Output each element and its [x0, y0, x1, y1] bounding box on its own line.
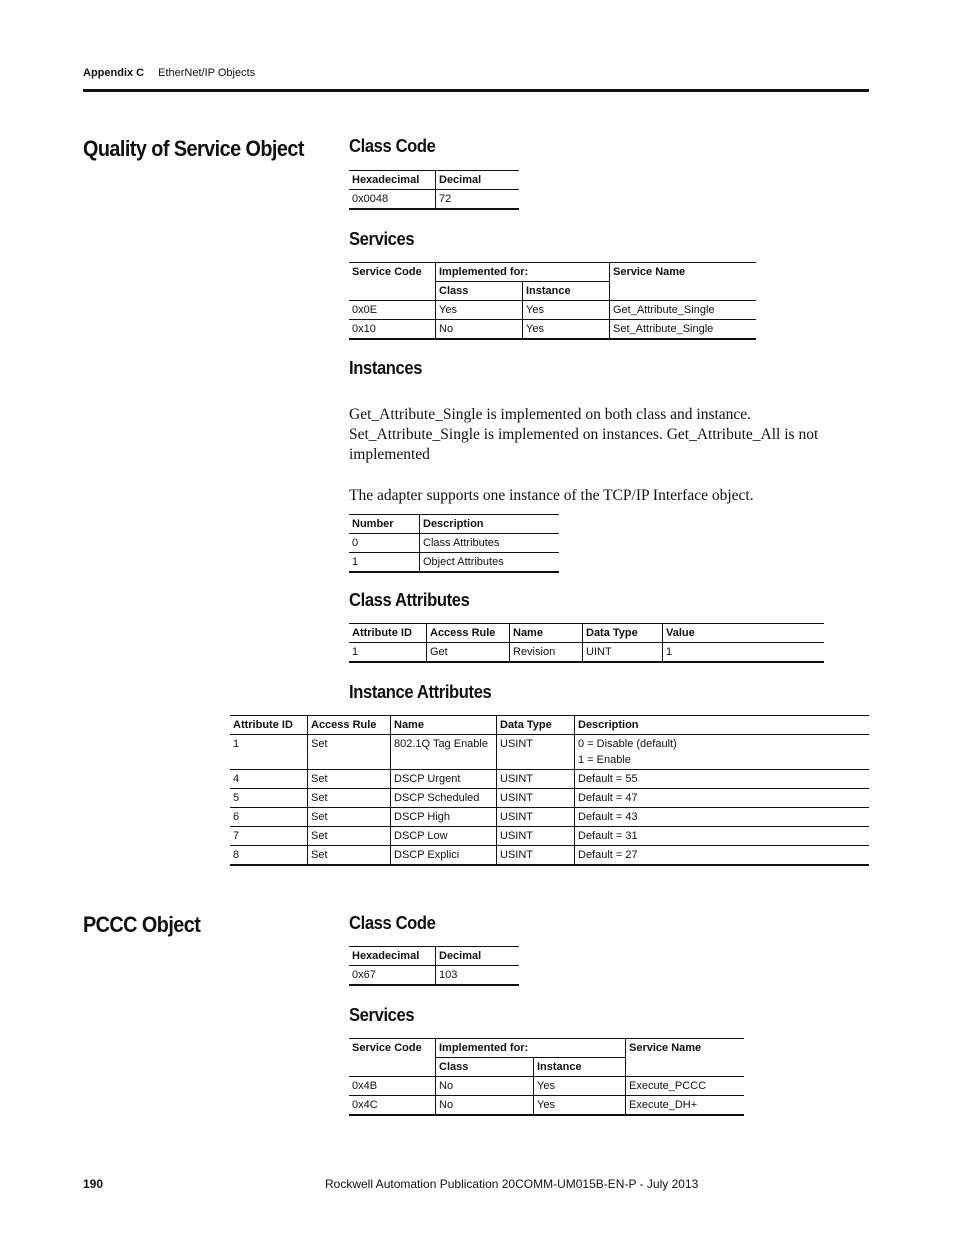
cell-name: 802.1Q Tag Enable — [391, 735, 497, 770]
col-attribute-id: Attribute ID — [230, 716, 308, 735]
cell-access-rule: Get — [427, 643, 510, 663]
cell-description: Default = 27 — [575, 846, 870, 866]
cell-decimal: 72 — [436, 190, 520, 210]
qos-services-table — [349, 262, 756, 340]
col-data-type: Data Type — [497, 716, 575, 735]
cell-access-rule: Set — [308, 789, 391, 808]
table-row — [230, 735, 869, 770]
cell-data-type: USINT — [497, 735, 575, 770]
table-row — [349, 1096, 744, 1116]
cell-instance: Yes — [534, 1096, 626, 1116]
col-instance: Instance — [534, 1058, 626, 1077]
col-hexadecimal: Hexadecimal — [349, 947, 436, 966]
pccc-services-table — [349, 1038, 744, 1116]
cell-attribute-id: 1 — [230, 735, 308, 770]
qos-instance-attributes-table — [230, 715, 869, 866]
table-row — [349, 301, 756, 320]
cell-code: 0x4C — [349, 1096, 436, 1116]
qos-instances-heading: Instances — [349, 358, 423, 378]
col-decimal: Decimal — [436, 171, 520, 190]
col-access-rule: Access Rule — [308, 716, 391, 735]
cell-name: DSCP Explici — [391, 846, 497, 866]
col-data-type: Data Type — [583, 624, 663, 643]
description-line-1: 0 = Disable (default) — [578, 738, 677, 750]
col-instance: Instance — [523, 282, 610, 301]
cell-description: Default = 43 — [575, 808, 870, 827]
table-row — [230, 770, 869, 789]
table-row — [349, 966, 519, 986]
running-header — [83, 67, 255, 79]
qos-class-attributes-heading: Class Attributes — [349, 590, 470, 610]
cell-access-rule: Set — [308, 770, 391, 789]
publication-footer: Rockwell Automation Publication 20COMM-UM015B-EN-P - July 2013 — [325, 1177, 699, 1191]
col-service-name: Service Name — [610, 263, 757, 301]
cell-class: No — [436, 1096, 534, 1116]
pccc-class-code-table — [349, 946, 519, 986]
table-row — [230, 808, 869, 827]
cell-attribute-id: 4 — [230, 770, 308, 789]
cell-attribute-id: 6 — [230, 808, 308, 827]
col-description: Description — [420, 515, 560, 534]
col-implemented-for: Implemented for: — [436, 1039, 626, 1058]
table-row — [349, 320, 756, 340]
qos-class-attributes-table — [349, 623, 824, 663]
qos-title: Quality of Service Object — [83, 136, 304, 161]
cell-attribute-id: 8 — [230, 846, 308, 866]
pccc-title: PCCC Object — [83, 912, 201, 937]
table-row — [230, 846, 869, 866]
col-service-code: Service Code — [349, 263, 436, 301]
col-description: Description — [575, 716, 870, 735]
qos-instance-attributes-heading: Instance Attributes — [349, 682, 492, 702]
cell-description: Default = 55 — [575, 770, 870, 789]
cell-service-name: Execute_DH+ — [626, 1096, 745, 1116]
cell-number: 1 — [349, 553, 420, 573]
description-line-2: 1 = Enable — [578, 754, 631, 766]
table-row — [349, 553, 559, 573]
cell-instance: Yes — [534, 1077, 626, 1096]
cell-description: Default = 47 — [575, 789, 870, 808]
pccc-class-code-heading: Class Code — [349, 913, 436, 933]
cell-service-name: Get_Attribute_Single — [610, 301, 757, 320]
cell-code: 0x10 — [349, 320, 436, 340]
cell-class: No — [436, 320, 523, 340]
header-rule — [83, 89, 869, 92]
cell-attribute-id: 7 — [230, 827, 308, 846]
col-hexadecimal: Hexadecimal — [349, 171, 436, 190]
table-row — [230, 789, 869, 808]
cell-instance: Yes — [523, 301, 610, 320]
cell-code: 0x0E — [349, 301, 436, 320]
qos-class-code-table — [349, 170, 519, 210]
col-attribute-id: Attribute ID — [349, 624, 427, 643]
col-value: Value — [663, 624, 825, 643]
col-name: Name — [391, 716, 497, 735]
col-decimal: Decimal — [436, 947, 520, 966]
col-implemented-for: Implemented for: — [436, 263, 610, 282]
cell-code: 0x4B — [349, 1077, 436, 1096]
cell-instance: Yes — [523, 320, 610, 340]
section-label: EtherNet/IP Objects — [158, 67, 256, 79]
cell-data-type: USINT — [497, 827, 575, 846]
table-row — [349, 1077, 744, 1096]
cell-description: Class Attributes — [420, 534, 560, 553]
cell-description: Default = 31 — [575, 827, 870, 846]
cell-data-type: USINT — [497, 846, 575, 866]
qos-services-heading: Services — [349, 229, 415, 249]
cell-description — [575, 735, 870, 770]
cell-hex: 0x0048 — [349, 190, 436, 210]
table-row — [349, 534, 559, 553]
appendix-label: Appendix C — [83, 67, 145, 79]
col-number: Number — [349, 515, 420, 534]
col-class: Class — [436, 282, 523, 301]
page-number: 190 — [83, 1177, 104, 1191]
cell-attribute-id: 5 — [230, 789, 308, 808]
cell-name: DSCP Urgent — [391, 770, 497, 789]
cell-access-rule: Set — [308, 808, 391, 827]
cell-service-name: Set_Attribute_Single — [610, 320, 757, 340]
qos-instances-table — [349, 514, 559, 573]
cell-access-rule: Set — [308, 735, 391, 770]
cell-class: No — [436, 1077, 534, 1096]
cell-class: Yes — [436, 301, 523, 320]
cell-service-name: Execute_PCCC — [626, 1077, 745, 1096]
cell-attribute-id: 1 — [349, 643, 427, 663]
cell-hex: 0x67 — [349, 966, 436, 986]
cell-access-rule: Set — [308, 827, 391, 846]
pccc-services-heading: Services — [349, 1005, 415, 1025]
cell-access-rule: Set — [308, 846, 391, 866]
table-row — [230, 827, 869, 846]
qos-class-code-heading: Class Code — [349, 136, 436, 156]
cell-data-type: USINT — [497, 808, 575, 827]
cell-data-type: UINT — [583, 643, 663, 663]
col-access-rule: Access Rule — [427, 624, 510, 643]
cell-name: DSCP High — [391, 808, 497, 827]
cell-value: 1 — [663, 643, 825, 663]
col-service-code: Service Code — [349, 1039, 436, 1077]
table-row — [349, 643, 824, 663]
instances-paragraph-2: The adapter supports one instance of the TCP/IP Interface object. — [349, 487, 754, 504]
cell-name: DSCP Scheduled — [391, 789, 497, 808]
cell-number: 0 — [349, 534, 420, 553]
col-service-name: Service Name — [626, 1039, 745, 1077]
col-name: Name — [510, 624, 583, 643]
cell-decimal: 103 — [436, 966, 520, 986]
table-row — [349, 190, 519, 210]
cell-data-type: USINT — [497, 770, 575, 789]
cell-data-type: USINT — [497, 789, 575, 808]
col-class: Class — [436, 1058, 534, 1077]
cell-description: Object Attributes — [420, 553, 560, 573]
cell-name: DSCP Low — [391, 827, 497, 846]
instances-paragraph-1: Get_Attribute_Single is implemented on both class and instance. Set_Attribute_Single is implemented on instances. Get_Attribute_All is not implemented — [349, 406, 819, 463]
cell-name: Revision — [510, 643, 583, 663]
